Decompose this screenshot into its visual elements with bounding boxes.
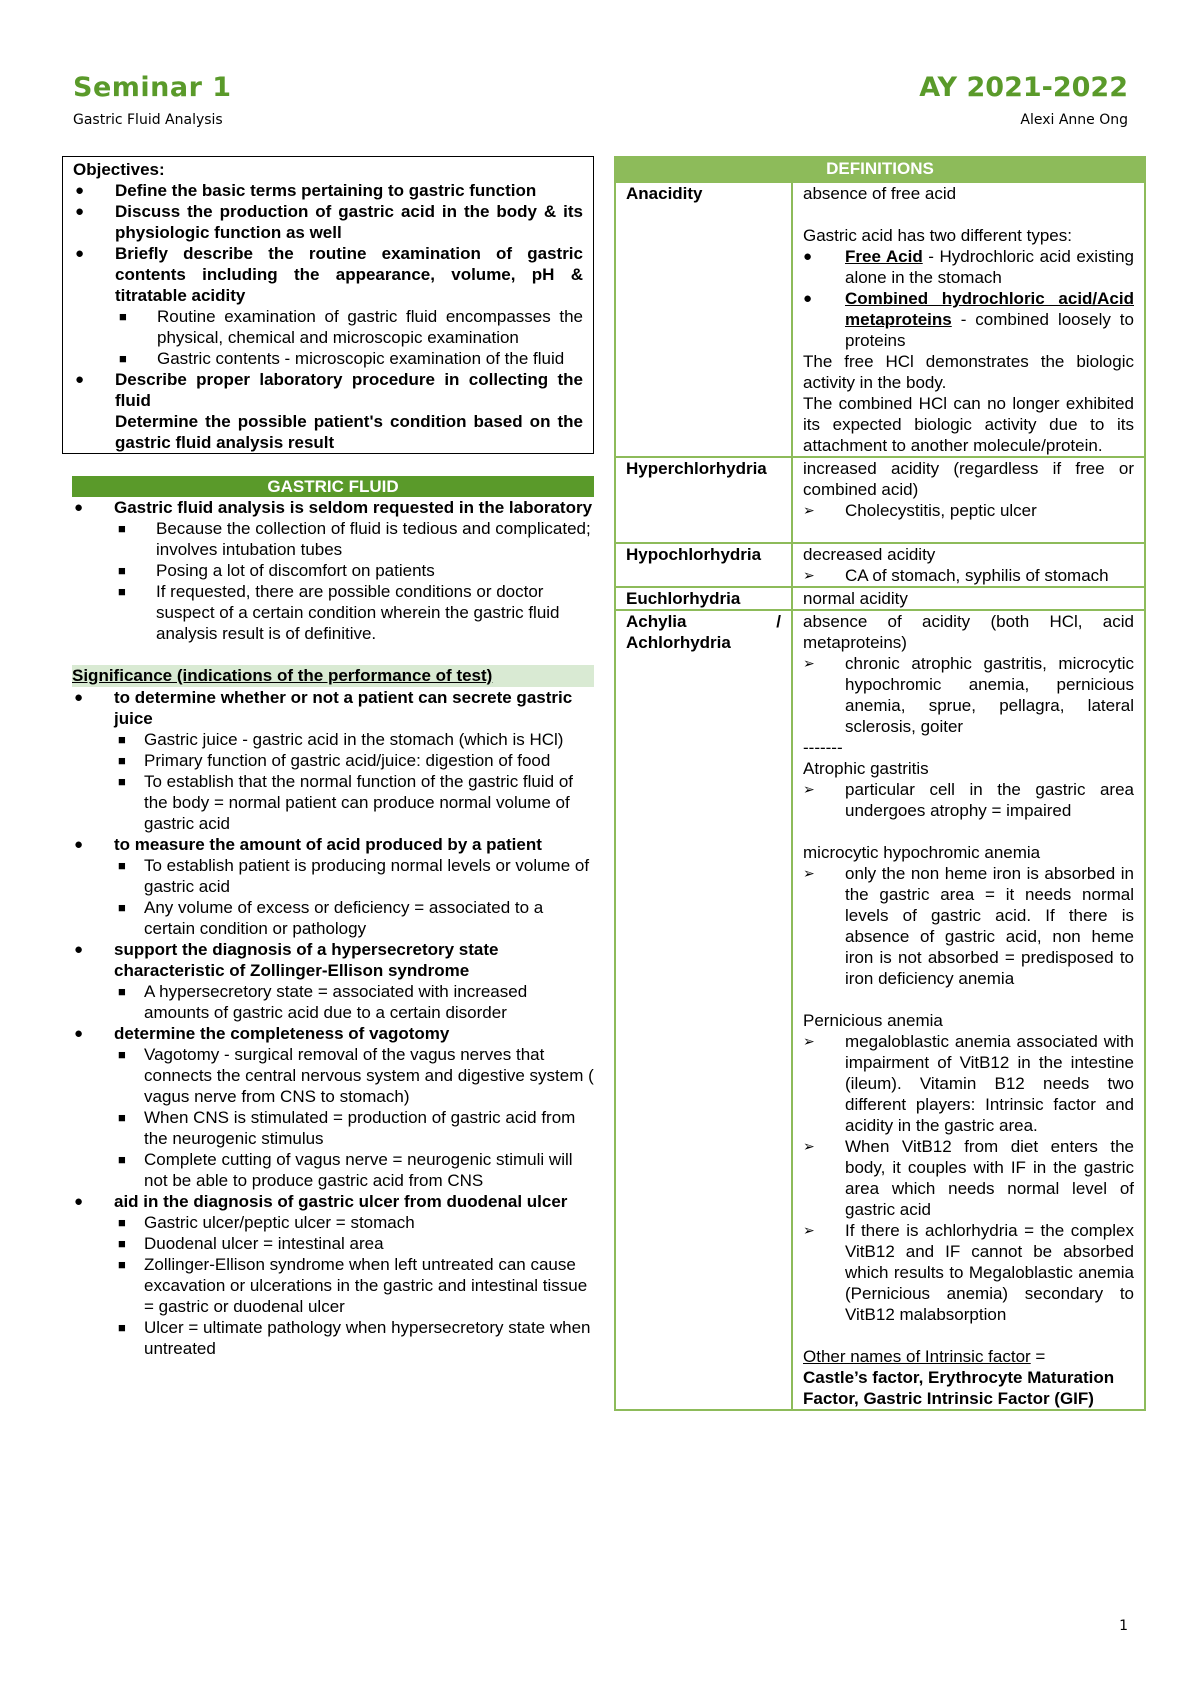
definition-cell — [792, 543, 1145, 587]
left-column — [62, 156, 594, 1359]
definition-cell — [792, 182, 1145, 457]
divider-dashes: ------- — [803, 738, 843, 757]
significance-subitem: ■ Primary function of gastric acid/juice: digestion of food — [114, 750, 594, 771]
table-row — [615, 610, 1145, 1410]
gastric-fluid-item: ● Gastric fluid analysis is seldom requested in the laboratory — [72, 497, 594, 518]
definitions-heading: DEFINITIONS — [614, 156, 1146, 181]
significance-subitem: ■ Gastric ulcer/peptic ulcer = stomach — [114, 1212, 594, 1233]
list-item: ➢ megaloblastic anemia associated with impairment of VitB12 in the intestine (ileum). Vitamin B12 needs two different players: Intrinsic factor and acidity in the gastric area. — [803, 1031, 1134, 1136]
objective-item — [73, 369, 583, 453]
significance-heading: Significance (indications of the performance of test) — [72, 665, 594, 687]
author-name: Alexi Anne Ong — [1020, 112, 1128, 128]
objectives-list — [73, 180, 583, 306]
list-item — [803, 288, 1134, 351]
significance-item: ● to determine whether or not a patient can secrete gastric juice — [72, 687, 594, 729]
objectives-box — [62, 156, 594, 454]
significance-item: ● aid in the diagnosis of gastric ulcer from duodenal ulcer — [72, 1191, 594, 1212]
definitions-table — [614, 181, 1146, 1411]
table-row — [615, 543, 1145, 587]
definition-cell — [792, 457, 1145, 543]
term-cell: Hyperchlorhydria — [615, 457, 792, 543]
term-cell: Hypochlorhydria — [615, 543, 792, 587]
list-item: ➢ particular cell in the gastric area undergoes atrophy = impaired — [803, 779, 1134, 821]
objectives-title: Objectives: — [73, 160, 165, 179]
list-item: ➢ only the non heme iron is absorbed in the gastric area = it needs normal levels of gastric acid. If there is absence of gastric acid, non heme iron is not absorbed = predisposed to iron deficiency anemia — [803, 863, 1134, 989]
term-achlorhydria: Achlorhydria — [626, 633, 731, 652]
other-names — [803, 1346, 1134, 1367]
subheading: Atrophic gastritis — [803, 759, 929, 778]
combined-acid-term: Combined hydrochloric acid/Acid metaproteins — [845, 289, 1134, 329]
objective-item: ● Briefly describe the routine examination of gastric contents including the appearance, volume, pH & titratable acidity — [73, 243, 583, 306]
objective-text: ● Describe proper laboratory procedure in collecting the fluid — [115, 370, 583, 410]
significance-subitem: ■ When CNS is stimulated = production of gastric acid from the neurogenic stimulus — [114, 1107, 594, 1149]
significance-subitem: ■ Complete cutting of vagus nerve = neurogenic stimuli will not be able to produce gastric acid from CNS — [114, 1149, 594, 1191]
objective-subitem: ■ Routine examination of gastric fluid encompasses the physical, chemical and microscopic examination — [115, 306, 583, 348]
right-column — [614, 156, 1146, 1411]
term-achylia: Achylia — [626, 612, 687, 631]
list-item: ➢ If there is achlorhydria = the complex VitB12 and IF cannot be absorbed which results to Megaloblastic anemia (Pernicious anemia) secondary to VitB12 malabsorption — [803, 1220, 1134, 1325]
significance-subitem: ■ To establish that the normal function of the gastric fluid of the body = normal patient can produce normal volume of gastric acid — [114, 771, 594, 834]
term-cell — [615, 610, 792, 1410]
definition-cell: normal acidity — [792, 587, 1145, 610]
definition-text: increased acidity (regardless if free or combined acid) — [803, 459, 1134, 499]
list-item: ➢ CA of stomach, syphilis of stomach — [803, 565, 1134, 586]
significance-subitem: ■ Vagotomy - surgical removal of the vagus nerves that connects the central nervous system and digestive system ( vagus nerve from CNS to stomach) — [114, 1044, 594, 1107]
gastric-fluid-list — [72, 497, 594, 518]
term-cell: Euchlorhydria — [615, 587, 792, 610]
definition-text: The free HCl demonstrates the biologic activity in the body. — [803, 352, 1134, 392]
table-row — [615, 587, 1145, 610]
page-title: Seminar 1 — [73, 72, 232, 103]
other-names-eq: = — [1030, 1347, 1046, 1366]
term-cell: Anacidity — [615, 182, 792, 457]
subheading: Pernicious anemia — [803, 1011, 943, 1030]
objective-item: ● Discuss the production of gastric acid in the body & its physiologic function as well — [73, 201, 583, 243]
definition-text: absence of acidity (both HCl, acid metaproteins) — [803, 612, 1134, 652]
significance-subitem: ■ Ulcer = ultimate pathology when hypersecretory state when untreated — [114, 1317, 594, 1359]
gastric-fluid-sublist — [72, 518, 594, 644]
other-names-list: Castle’s factor, Erythrocyte Maturation Factor, Gastric Intrinsic Factor (GIF) — [803, 1368, 1115, 1408]
gastric-fluid-subitem: ■ Because the collection of fluid is tedious and complicated; involves intubation tubes — [114, 518, 594, 560]
objectives-sublist — [73, 306, 583, 369]
significance-subitem: ■ Zollinger-Ellison syndrome when left untreated can cause excavation or ulcerations in the gastric and intestinal tissue = gastric or duodenal ulcer — [114, 1254, 594, 1317]
definition-text: Gastric acid has two different types: — [803, 226, 1072, 245]
significance-subitem: ■ Duodenal ulcer = intestinal area — [114, 1233, 594, 1254]
significance-subitem: ■ Gastric juice - gastric acid in the stomach (which is HCl) — [114, 729, 594, 750]
page-subtitle: Gastric Fluid Analysis — [73, 112, 223, 128]
term-slash: / — [776, 612, 781, 631]
academic-year: AY 2021-2022 — [919, 72, 1128, 103]
page-number: 1 — [1119, 1618, 1128, 1634]
objectives-list-2 — [73, 369, 583, 453]
objective-text-cont: Determine the possible patient's condition based on the gastric fluid analysis result — [115, 412, 583, 452]
other-names-label: Other names of Intrinsic factor — [803, 1347, 1031, 1366]
significance-subitem: ■ To establish patient is producing normal levels or volume of gastric acid — [114, 855, 594, 897]
significance-subitem: ■ A hypersecretory state = associated with increased amounts of gastric acid due to a certain disorder — [114, 981, 594, 1023]
gastric-fluid-heading: GASTRIC FLUID — [72, 476, 594, 497]
gastric-fluid-section — [62, 497, 594, 644]
list-item: ➢ When VitB12 from diet enters the body, it couples with IF in the gastric area which needs normal level of gastric acid — [803, 1136, 1134, 1220]
table-row — [615, 182, 1145, 457]
free-acid-term: Free Acid — [845, 247, 923, 266]
list-item: ➢ chronic atrophic gastritis, microcytic hypochromic anemia, pernicious anemia, sprue, pellagra, lateral sclerosis, goiter — [803, 653, 1134, 737]
free-acid-def: - Hydrochloric acid existing alone in the stomach — [845, 247, 1134, 287]
subheading: microcytic hypochromic anemia — [803, 843, 1041, 862]
significance-item: ● determine the completeness of vagotomy — [72, 1023, 594, 1044]
significance-section — [62, 687, 594, 1359]
list-item — [803, 246, 1134, 288]
significance-subitem: ■ Any volume of excess or deficiency = associated to a certain condition or pathology — [114, 897, 594, 939]
gastric-fluid-subitem: ■ If requested, there are possible conditions or doctor suspect of a certain condition wherein the gastric fluid analysis result is of definitive. — [114, 581, 594, 644]
objective-subitem: ■ Gastric contents - microscopic examination of the fluid — [115, 348, 583, 369]
definition-text: absence of free acid — [803, 184, 957, 203]
gastric-fluid-subitem: ■ Posing a lot of discomfort on patients — [114, 560, 594, 581]
combined-acid-def: - combined loosely to proteins — [845, 310, 1134, 350]
list-item: ➢ Cholecystitis, peptic ulcer — [803, 500, 1134, 521]
definition-text: The combined HCl can no longer exhibited its expected biologic activity due to its attachment to another molecule/protein. — [803, 394, 1134, 455]
significance-item: ● support the diagnosis of a hypersecretory state characteristic of Zollinger-Ellison syndrome — [72, 939, 594, 981]
definition-text: decreased acidity — [803, 545, 936, 564]
acid-types-list — [803, 246, 1134, 351]
definition-cell — [792, 610, 1145, 1410]
objective-item: ● Define the basic terms pertaining to gastric function — [73, 180, 583, 201]
table-row — [615, 457, 1145, 543]
significance-item: ● to measure the amount of acid produced by a patient — [72, 834, 594, 855]
